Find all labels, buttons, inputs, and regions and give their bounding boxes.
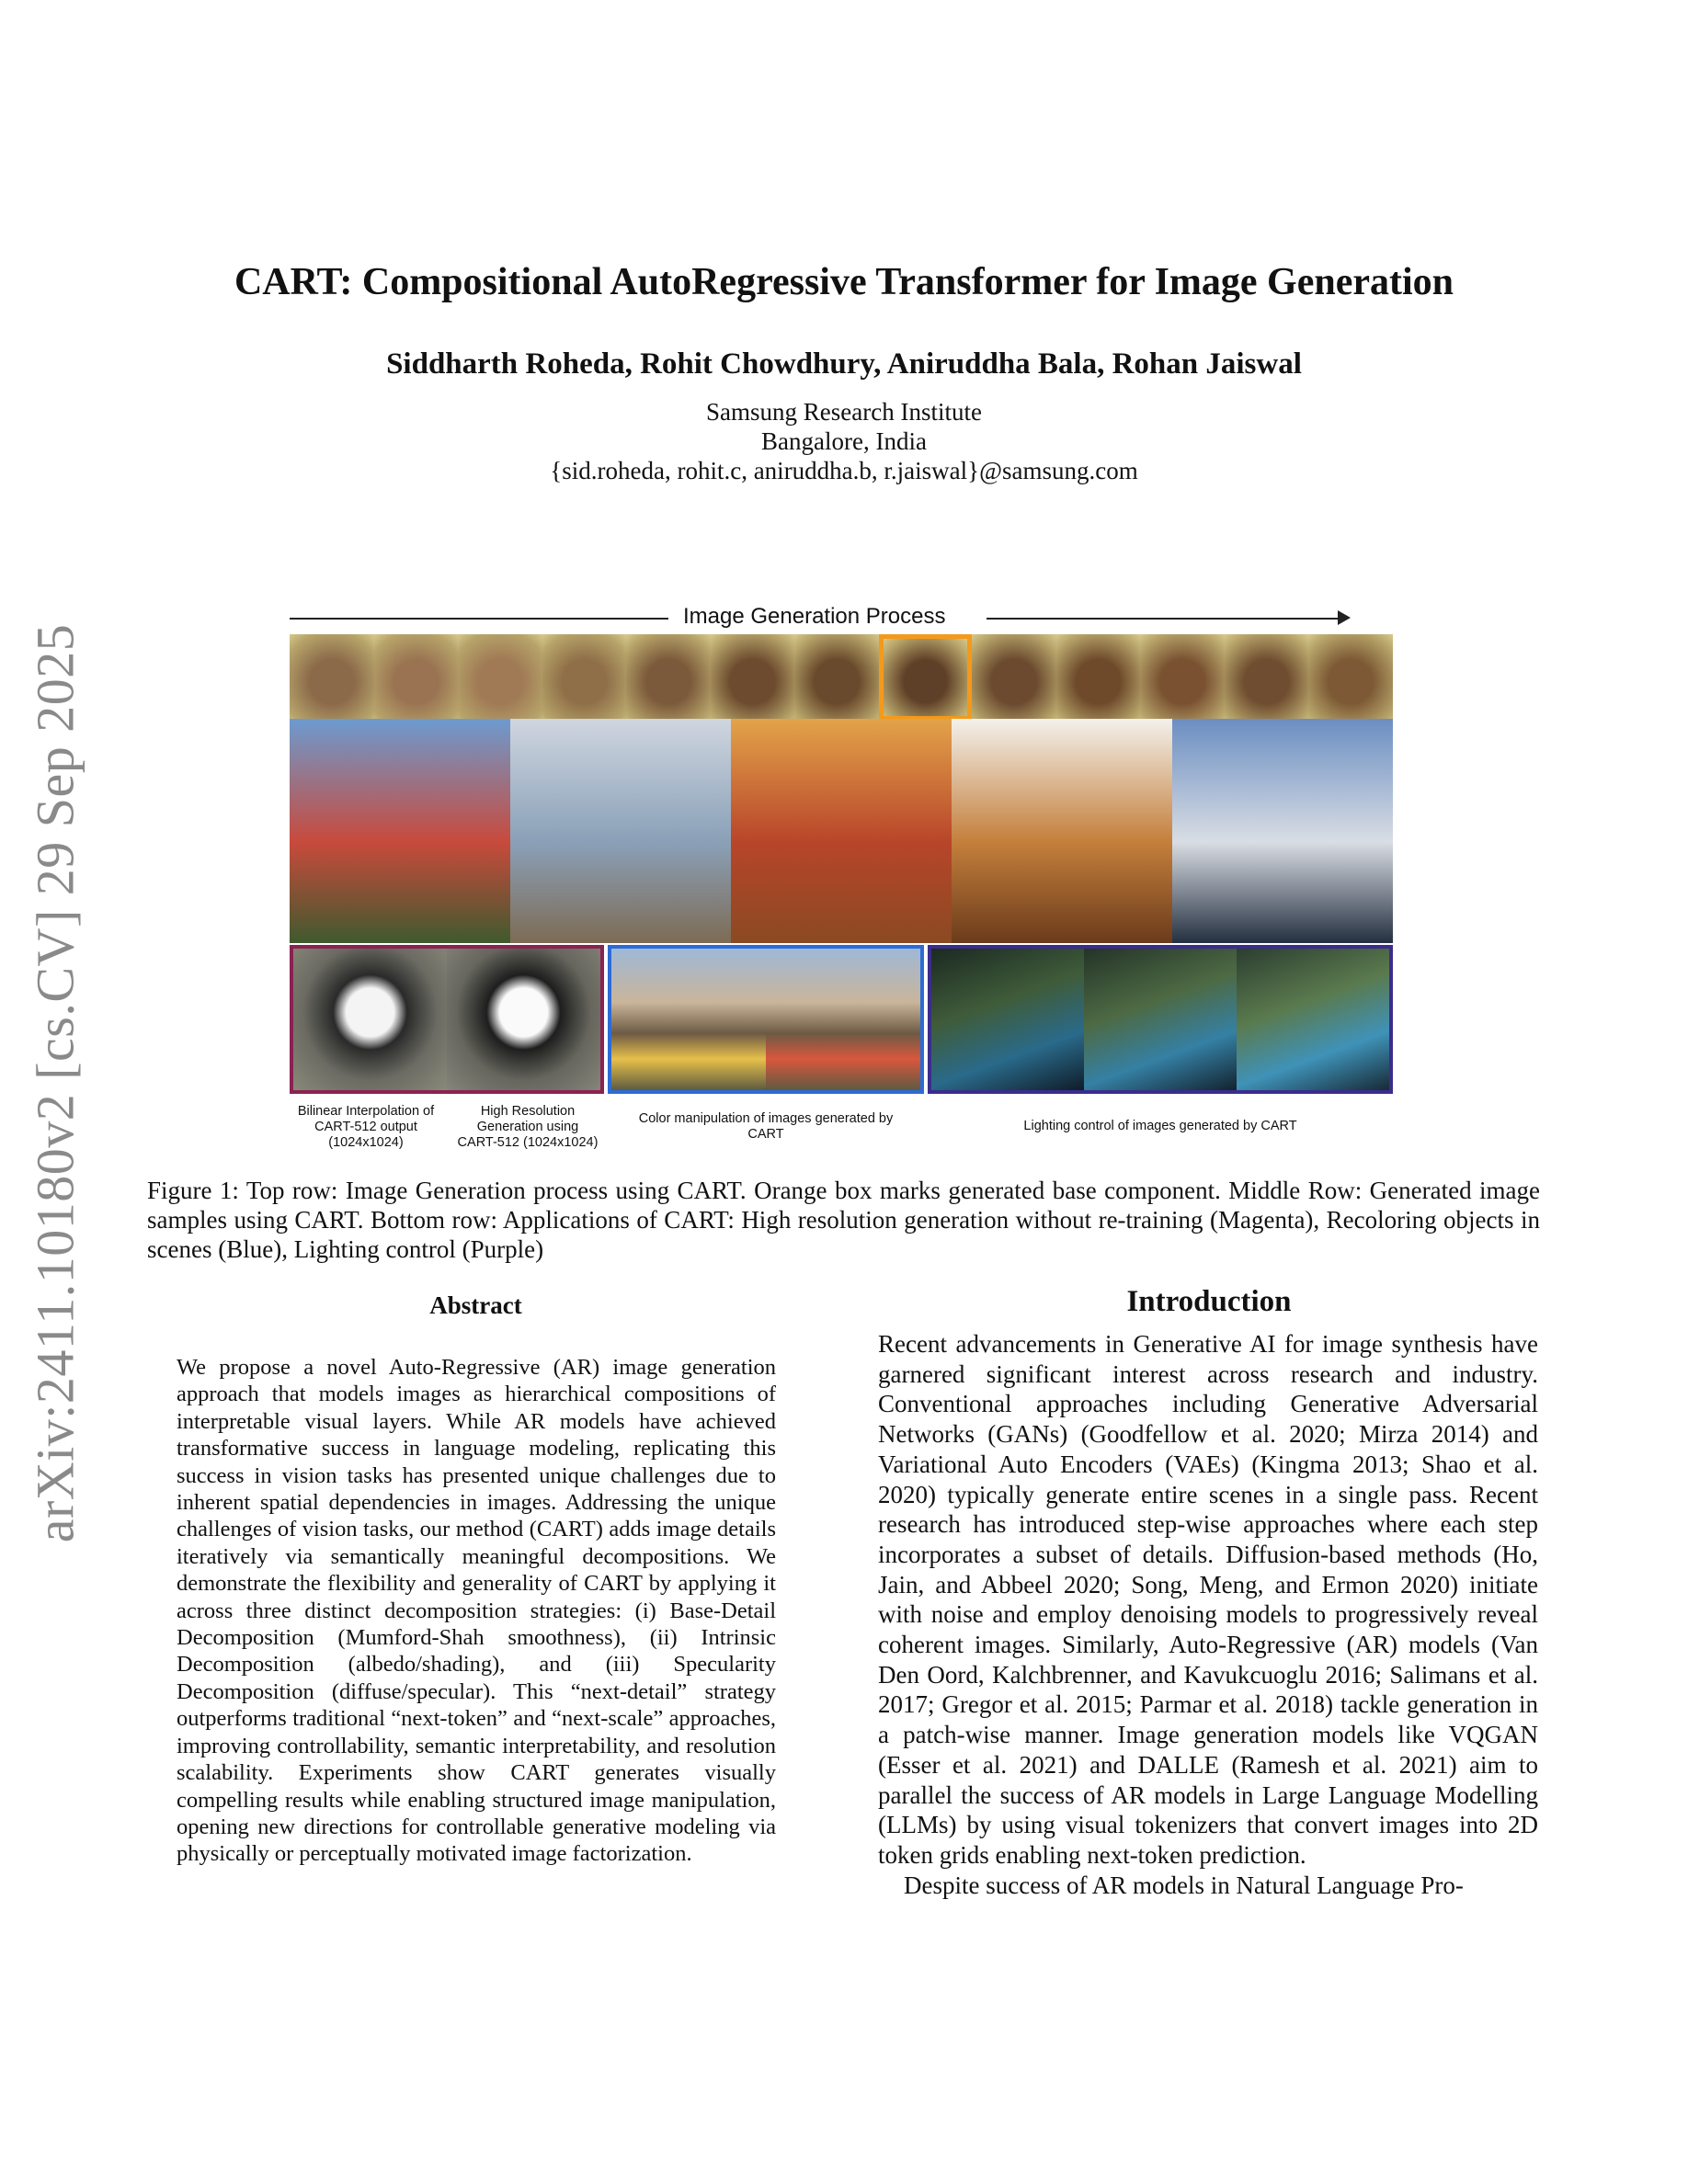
abstract-body: We propose a novel Auto-Regressive (AR) image generation approach that models images as hierarchical compositions of interpretable visual layers. While AR models have achieved transformative success in language modeling, replicating this success in vision tasks has presented unique challenges due to inherent spatial dependencies in images. Addressing the unique challenges of vision tasks, our method (CART) adds image details iteratively via semantically meaningful decompositions. We demonstrate the flexibility and generality of CART by applying it across three distinct decomposition strategies: (i) Base-Detail Decomposition (Mumford-Shah smoothness), (ii) Intrinsic Decomposition (albedo/shading), and (iii) Specularity Decomposition (diffuse/specular). This “next-detail” strategy outperforms traditional “next-token” and “next-scale” approaches, improving controllability, semantic interpretability, and resolution scalability. Experiments show CART generates visually compelling results while enabling structured image manipulation, opening new directions for controllable generative modeling via physically or perceptually motivated image factorization. [177, 1355, 776, 1867]
highres-application-panel [290, 945, 604, 1094]
author-list: Siddharth Roheda, Rohit Chowdhury, Aniruddha Bala, Rohan Jaiswal [386, 347, 1302, 381]
process-step-frame [374, 634, 459, 721]
introduction-body [878, 1329, 1538, 1900]
sample-pizza-image [731, 719, 952, 943]
process-arrow-head-icon [1338, 610, 1351, 625]
caption-bilinear: Bilinear Interpolation of CART-512 output (1024x1024) [297, 1104, 435, 1150]
process-step-frame [626, 634, 711, 721]
husky-highres-image [447, 949, 600, 1090]
sample-fountain-image [510, 719, 731, 943]
generated-samples-row [290, 719, 1393, 943]
process-step-frame [1308, 634, 1393, 721]
affiliation-emails: {sid.roheda, rohit.c, aniruddha.b, r.jaiswal}@samsung.com [550, 457, 1138, 484]
process-step-frame [1140, 634, 1225, 721]
process-header-label: Image Generation Process [683, 604, 946, 629]
affiliation-institute: Samsung Research Institute [706, 398, 982, 426]
caption-highres: High Resolution Generation using CART-512 (1024x1024) [457, 1104, 599, 1150]
process-step-frame [458, 634, 542, 721]
generation-process-strip [290, 634, 1393, 721]
recolor-application-panel [608, 945, 924, 1094]
coast-lighting-3-image [1237, 949, 1389, 1090]
figure-caption: Figure 1: Top row: Image Generation process using CART. Orange box marks generated base component. Middle Row: Generated image samples using CART. Bottom row: Applications of CART: High resolution generation without re-training (Magenta), Recoloring objects in scenes (Blue), Lighting control (Purple) [147, 1177, 1540, 1263]
tent-red-image [766, 949, 920, 1090]
process-step-frame [711, 634, 795, 721]
process-arrow-line-left [290, 618, 668, 620]
caption-color: Color manipulation of images generated by CART [638, 1111, 894, 1142]
lighting-application-panel [928, 945, 1393, 1094]
process-step-frame [1056, 634, 1141, 721]
process-step-frame [794, 634, 879, 721]
abstract-heading: Abstract [429, 1291, 522, 1319]
process-step-frame [542, 634, 627, 721]
husky-bilinear-image [293, 949, 447, 1090]
coast-lighting-2-image [1084, 949, 1237, 1090]
process-arrow-line-right [987, 618, 1343, 620]
intro-paragraph: Recent advancements in Generative AI for image synthesis have garnered significant interest across research and industry. Conventional approaches including Generative Adversarial Networks (GANs) (Goodfellow et al. 2020; Mirza 2014) and Variational Auto Encoders (VAEs) (Kingma 2013; Shao et al. 2020) typically generate entire scenes in a single pass. Recent research has introduced step-wise approaches where each step incorporates a subset of details. Diffusion-based methods (Ho, Jain, and Abbeel 2020; Song, Meng, and Ermon 2020) initiate with noise and employ denoising models to progressively reveal coherent images. Similarly, Auto-Regressive (AR) models (Van Den Oord, Kalchbrenner, and Kavukcuoglu 2016; Salimans et al. 2017; Gregor et al. 2015; Parmar et al. 2018) tackle generation in a patch-wise manner. Image generation models like VQGAN (Esser et al. 2021) and DALLE (Ramesh et al. 2021) aim to parallel the success of AR models in Large Language Modelling (LLMs) by using visual tokenizers that convert images into 2D token grids enabling next-token prediction. [878, 1330, 1538, 1869]
process-step-frame [1225, 634, 1309, 721]
process-step-frame [290, 634, 374, 721]
figure-process-header [290, 599, 1352, 636]
tent-yellow-image [611, 949, 766, 1090]
sample-latte-image [952, 719, 1172, 943]
affiliation-location: Bangalore, India [761, 427, 927, 455]
coast-lighting-1-image [931, 949, 1084, 1090]
introduction-heading: Introduction [1126, 1285, 1292, 1318]
sample-volcano-image [1172, 719, 1393, 943]
base-component-frame [879, 634, 973, 721]
arxiv-stamp [17, 596, 94, 1570]
arxiv-stamp-text: arXiv:2411.10180v2 [cs.CV] 29 Sep 2025 [25, 623, 86, 1542]
paper-title: CART: Compositional AutoRegressive Transformer for Image Generation [234, 261, 1454, 303]
intro-paragraph: Despite success of AR models in Natural Language Pro- [904, 1871, 1464, 1899]
process-step-frame [972, 634, 1056, 721]
sample-lighthouse-image [290, 719, 510, 943]
affiliation [0, 397, 1688, 485]
caption-lighting: Lighting control of images generated by CART [1023, 1119, 1297, 1133]
